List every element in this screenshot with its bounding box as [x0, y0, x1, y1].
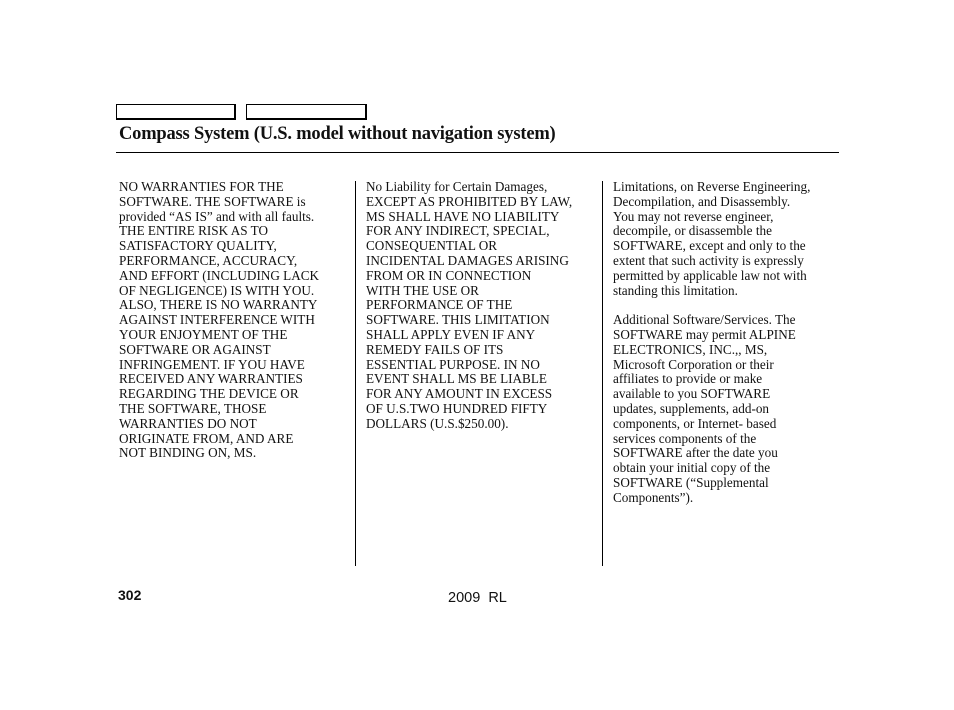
text-line: SOFTWARE. THE SOFTWARE is: [119, 193, 306, 209]
text-line: SOFTWARE (“Supplemental: [613, 474, 769, 490]
column-paragraph: [366, 180, 598, 432]
section-tab-1: [116, 104, 236, 120]
text-line: WARRANTIES DO NOT: [119, 415, 257, 431]
text-line: extent that such activity is expressly: [613, 252, 804, 268]
text-line: NO WARRANTIES FOR THE: [119, 179, 284, 194]
text-line: PERFORMANCE OF THE: [366, 297, 513, 313]
footer-model: 2009 RL: [448, 590, 507, 606]
text-line: standing this limitation.: [613, 282, 738, 298]
column-divider-2: [602, 181, 603, 566]
text-line: NOT BINDING ON, MS.: [119, 445, 257, 461]
text-line: OF U.S.TWO HUNDRED FIFTY: [366, 400, 548, 416]
text-line: SOFTWARE, except and only to the: [613, 238, 806, 254]
text-line: EVENT SHALL MS BE LIABLE: [366, 371, 547, 387]
text-column-1: [119, 180, 349, 461]
text-line: EXCEPT AS PROHIBITED BY LAW,: [366, 193, 573, 209]
text-line: RECEIVED ANY WARRANTIES: [119, 371, 303, 387]
title-rule: [116, 152, 839, 153]
text-line: DOLLARS (U.S.$250.00).: [366, 415, 509, 431]
text-line: SATISFACTORY QUALITY,: [119, 238, 277, 254]
text-line: You may not reverse engineer,: [613, 208, 774, 224]
column-paragraph: [119, 180, 349, 461]
text-line: affiliates to provide or make: [613, 371, 763, 387]
column-paragraph: [613, 313, 845, 505]
text-line: obtain your initial copy of the: [613, 460, 771, 476]
text-column-2: [366, 180, 598, 432]
text-line: Decompilation, and Disassembly.: [613, 193, 791, 209]
text-line: WITH THE USE OR: [366, 282, 479, 298]
text-line: ESSENTIAL PURPOSE. IN NO: [366, 356, 540, 372]
text-line: Microsoft Corporation or their: [613, 356, 774, 372]
text-line: available to you SOFTWARE: [613, 386, 771, 402]
text-line: REMEDY FAILS OF ITS: [366, 341, 504, 357]
column-divider-1: [355, 181, 356, 566]
text-line: SOFTWARE. THIS LIMITATION: [366, 312, 550, 328]
text-line: permitted by applicable law not with: [613, 267, 807, 283]
text-line: REGARDING THE DEVICE OR: [119, 386, 299, 402]
text-line: ELECTRONICS, INC.,, MS,: [613, 341, 768, 357]
text-line: components, or Internet- based: [613, 415, 777, 431]
text-line: Components”).: [613, 489, 694, 505]
text-line: ALSO, THERE IS NO WARRANTY: [119, 297, 318, 313]
text-line: Limitations, on Reverse Engineering,: [613, 179, 811, 194]
text-line: SHALL APPLY EVEN IF ANY: [366, 326, 536, 342]
text-line: THE SOFTWARE, THOSE: [119, 400, 267, 416]
page-number: 302: [118, 587, 142, 603]
text-line: MS SHALL HAVE NO LIABILITY: [366, 208, 560, 224]
text-line: AGAINST INTERFERENCE WITH: [119, 312, 315, 328]
text-line: CONSEQUENTIAL OR: [366, 238, 498, 254]
text-line: FROM OR IN CONNECTION: [366, 267, 532, 283]
text-line: decompile, or disassemble the: [613, 223, 772, 239]
text-line: THE ENTIRE RISK AS TO: [119, 223, 268, 239]
text-line: provided “AS IS” and with all faults.: [119, 208, 315, 224]
text-line: INFRINGEMENT. IF YOU HAVE: [119, 356, 305, 372]
page-title: Compass System (U.S. model without navigation system): [119, 124, 556, 144]
text-line: Additional Software/Services. The: [613, 312, 796, 328]
text-line: OF NEGLIGENCE) IS WITH YOU.: [119, 282, 315, 298]
text-line: YOUR ENJOYMENT OF THE: [119, 326, 288, 342]
text-line: FOR ANY AMOUNT IN EXCESS: [366, 386, 553, 402]
text-line: SOFTWARE OR AGAINST: [119, 341, 271, 357]
text-column-3: [613, 180, 845, 506]
column-paragraph: [613, 180, 845, 298]
text-line: PERFORMANCE, ACCURACY,: [119, 252, 298, 268]
text-line: SOFTWARE after the date you: [613, 445, 778, 461]
text-line: AND EFFORT (INCLUDING LACK: [119, 267, 320, 283]
section-tab-2: [246, 104, 367, 120]
text-line: No Liability for Certain Damages,: [366, 179, 548, 194]
text-line: updates, supplements, add-on: [613, 400, 770, 416]
text-line: SOFTWARE may permit ALPINE: [613, 326, 796, 342]
text-line: services components of the: [613, 430, 757, 446]
text-line: INCIDENTAL DAMAGES ARISING: [366, 252, 569, 268]
text-line: FOR ANY INDIRECT, SPECIAL,: [366, 223, 550, 239]
text-line: ORIGINATE FROM, AND ARE: [119, 430, 294, 446]
